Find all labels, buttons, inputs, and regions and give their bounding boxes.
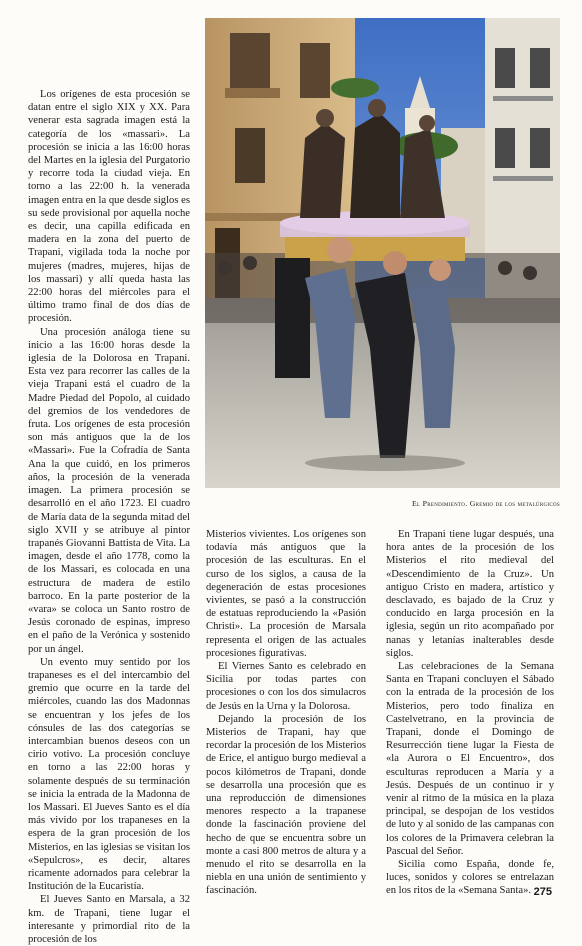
text-column-right <box>386 528 554 898</box>
caption-text: Gremio de los metalúrgicos <box>469 499 560 508</box>
paragraph: En Trapani tiene lugar después, una hora antes de la procesión de los Misterios el rito medieval del «Descendimiento de la Cruz». Un antiguo Cristo en madera, artístico y desclavado, es bajado de la Cruz y conducido en larga procesión en la iglesia, según un rito acompañado por nanas y letanías inalterables desde siglos. <box>386 529 554 659</box>
paragraph: Dejando la procesión de los Misterios de Trapani, hay que recordar la procesión de los Misterios de Erice, el antiguo burgo medieval a pocos kilómetros de Trapani, donde se desarrolla una procesión que es una reproducción de dimensiones menores respecto a la trapanese donde la fascinación proviene del hecho de que se encuentra sobre un monte a casi 800 metros de altura y a menudo el rito se desarrolla en la niebla en una unión de sentimiento y fascinación. <box>206 713 366 897</box>
photo-caption <box>205 499 560 508</box>
paragraph: Sicilia como España, donde fe, luces, sonidos y colores se entrelazan en los ritos de la «Semana Santa». <box>386 859 554 897</box>
procession-photo <box>205 18 560 488</box>
page-number: 275 <box>533 886 552 898</box>
caption-title: El Prendimiento. <box>411 499 468 508</box>
procession-illustration <box>205 18 560 488</box>
paragraph: Una procesión análoga tiene su inicio a las 16:00 horas desde la iglesia de la Dolorosa en Trapani. Esta vez para recorrer las calles de la vieja Trapani está el cuadro de la Madre Piedad del Popolo, al cuidado del gremios de los vendedores de fruta. Los orígenes de esta procesión son más antiguos que la de los «Massari». Fue la Cofradía de Santa Ana la que cuidó, en los primeros años, la procesión de la venerada imagen. La primera procesión se desarrolló en el año 1723. El cuadro de María data de la segunda mitad del siglo XVII y se atribuye al pintor trapanés Giovanni Battista de Vita. La imagen, desde el año 1778, como la de los Massari, es colocada en una estructura de madera de estilo barroco. En la parte posterior de la «vara» se coloca un Santo rostro de Jesús coronado de espinas, impreso en el paño de la Verónica y sostenido por un ángel. <box>28 326 190 655</box>
paragraph: Misterios vivientes. Los orígenes son todavía más antiguos que la procesión de las esculturas. En el curso de los siglos, a causa de la degeneración de estas procesiones vivientes, se pasó a la construcción de estatuas reproduciendo la «Pasión Christi». La procesión de Marsala representa el origen de las actuales procesiones figurativas. <box>206 529 366 659</box>
paragraph: El Jueves Santo en Marsala, a 32 km. de Trapani, tiene lugar el interesante y primordial rito de la procesión de los <box>28 894 190 945</box>
text-column-middle <box>206 528 366 898</box>
paragraph: Un evento muy sentido por los trapaneses es el del intercambio del gremio que ocurre en la tarde del miércoles, cuando las dos Madonnas se encuentran y los jefes de los cónsules de las dos categorías se intercambian buenos deseos con un cirio votivo. La procesión concluye en torno a las 22:00 horas y solamente después de su terminación se inicia la entrada de la Madonna de los Massari. El Jueves Santo es el día más vivido por los trapaneses en la espera de la gran procesión de los Misterios, en las iglesias se visitan los «Sepulcros», es decir, altares ricamente adornados para celebrar la Institución de la Eucaristía. <box>28 656 190 893</box>
paragraph: El Viernes Santo es celebrado en Sicilia por todas partes con procesiones o con los dos simulacros de Jesús en la Urna y la Dolorosa. <box>206 661 366 712</box>
paragraph: Los orígenes de esta procesión se datan entre el siglo XIX y XX. Para venerar esta sagrada imagen está la categoría de los «massari». La procesión se inicia a las 16:00 horas del Martes en la iglesia del Purgatorio y recorre toda la ciudad vieja. En torno a las 22:00 h. la venerada imagen entra en la que desde siglos es su sede provisional por aquella noche es decir, una capilla edificada en madera en la zona del puerto de Trapani, vigilada toda la noche por mujeres (madres, mujeres, hijas de los massari) y allí queda hasta las 22:00 horas del miércoles para el último tramo final de dos días de procesión. <box>28 89 190 325</box>
text-column-left <box>28 88 190 946</box>
paragraph: Las celebraciones de la Semana Santa en Trapani concluyen el Sábado con la entrada de la procesión de los Misterios, pero todo finaliza en Castelvetrano, en la provincia de Trapani, donde el Domingo de Resurrección tiene lugar la Fiesta de «la Aurora o El Encuentro», dos esculturas reproducen a María y a Jesús. Después de un continuo ir y venir al ritmo de la música en la plaza principal, se despojan de los vestidos de luto y al sonido de las campanas con los colores de la Primavera celebran la Pascual del Señor. <box>386 661 554 857</box>
